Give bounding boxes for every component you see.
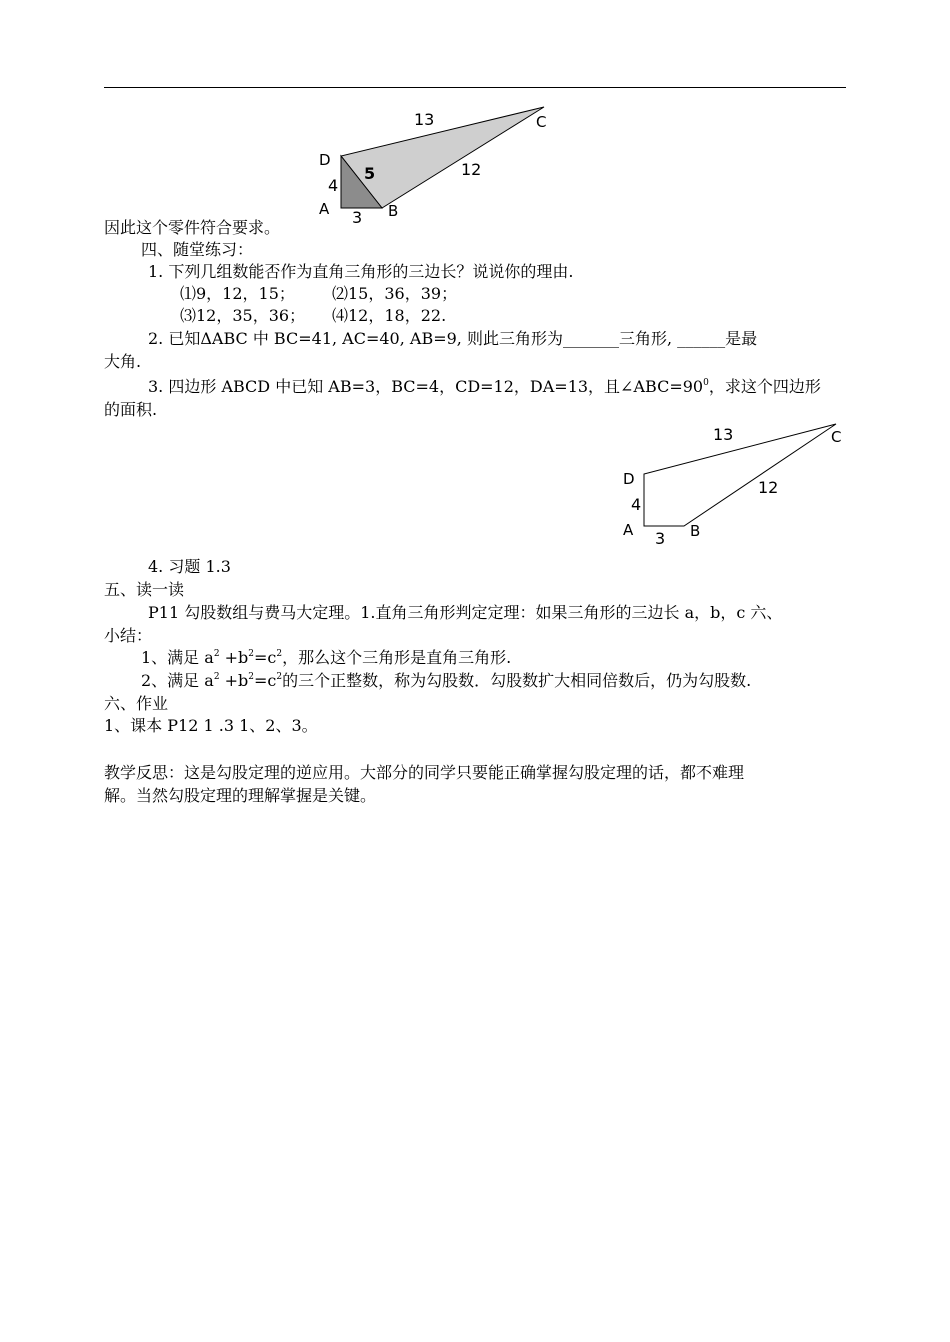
question-4: 4. 习题 1.3: [148, 557, 231, 576]
practice-heading: 四、随堂练习：: [141, 240, 254, 259]
side-label-13: 13: [414, 110, 435, 129]
side-label-5: 5: [364, 164, 376, 183]
question-3-line-2: 的面积.: [104, 400, 158, 419]
homework-line: 1、课本 P12 1 .3 1、2、3。: [104, 716, 318, 735]
question-1-option-4: ⑷12，18，22.: [332, 306, 447, 325]
homework-heading: 六、作业: [104, 694, 169, 713]
vertex-label-a: A: [319, 200, 330, 218]
question-2-line-2: 大角.: [104, 352, 142, 371]
reflection-line-2: 解。当然勾股定理的理解掌握是关键。: [104, 786, 377, 805]
side-label-13: 13: [713, 425, 734, 444]
vertex-label-b: B: [690, 522, 701, 540]
figure-quadrilateral-outline: [612, 418, 852, 553]
summary-line-1: 1、满足 $a^2 +b^2=c^2$，那么这个三角形是直角三角形.: [141, 648, 512, 667]
read-heading: 五、读一读: [104, 580, 185, 599]
vertex-label-b: B: [388, 202, 399, 220]
question-3-line-1: 3. 四边形 ABCD 中已知 AB=3，BC=4，CD=12，DA=13，且$\angle ABC=90^0$，求这个四边形: [148, 377, 821, 396]
read-line-1: P11 勾股数组与费马大定理。1.直角三角形判定定理：如果三角形的三边长 a，b，c 六、: [148, 603, 783, 622]
side-label-12: 12: [758, 478, 779, 497]
side-label-4: 4: [631, 495, 642, 514]
vertex-label-d: D: [319, 151, 331, 169]
side-label-12: 12: [461, 160, 482, 179]
triangle-bcd: [341, 107, 547, 208]
conclusion-line: 因此这个零件符合要求。: [104, 218, 281, 237]
question-1-option-3: ⑶12，35，36；: [180, 306, 306, 325]
side-label-3: 3: [655, 529, 666, 548]
summary-line-2: 2、满足 $a^2 +b^2=c^2$的三个正整数，称为勾股数．勾股数扩大相同倍数后，仍为勾股数.: [141, 671, 752, 690]
degree-superscript: 0: [703, 378, 709, 388]
figure-quadrilateral-shaded: [300, 100, 570, 230]
question-2-line-1: 2. 已知ΔABC 中 BC=41, AC=40, AB=9, 则此三角形为_______三角形, ______是最: [148, 329, 758, 348]
side-label-3: 3: [352, 208, 363, 227]
read-line-2: 小结：: [104, 626, 153, 645]
question-1-option-1: ⑴9，12，15；: [180, 284, 295, 303]
reflection-line-1: 教学反思：这是勾股定理的逆应用。大部分的同学只要能正确掌握勾股定理的话，都不难理: [104, 763, 745, 782]
question-1-option-2: ⑵15，36，39；: [332, 284, 458, 303]
side-label-4: 4: [328, 176, 339, 195]
vertex-label-d: D: [623, 470, 635, 488]
header-rule: [104, 87, 846, 88]
vertex-label-a: A: [623, 521, 634, 539]
quadrilateral-abcd: [644, 424, 836, 526]
vertex-label-c: C: [536, 113, 547, 131]
vertex-label-c: C: [831, 428, 842, 446]
question-1: 1. 下列几组数能否作为直角三角形的三边长？说说你的理由.: [148, 262, 574, 281]
